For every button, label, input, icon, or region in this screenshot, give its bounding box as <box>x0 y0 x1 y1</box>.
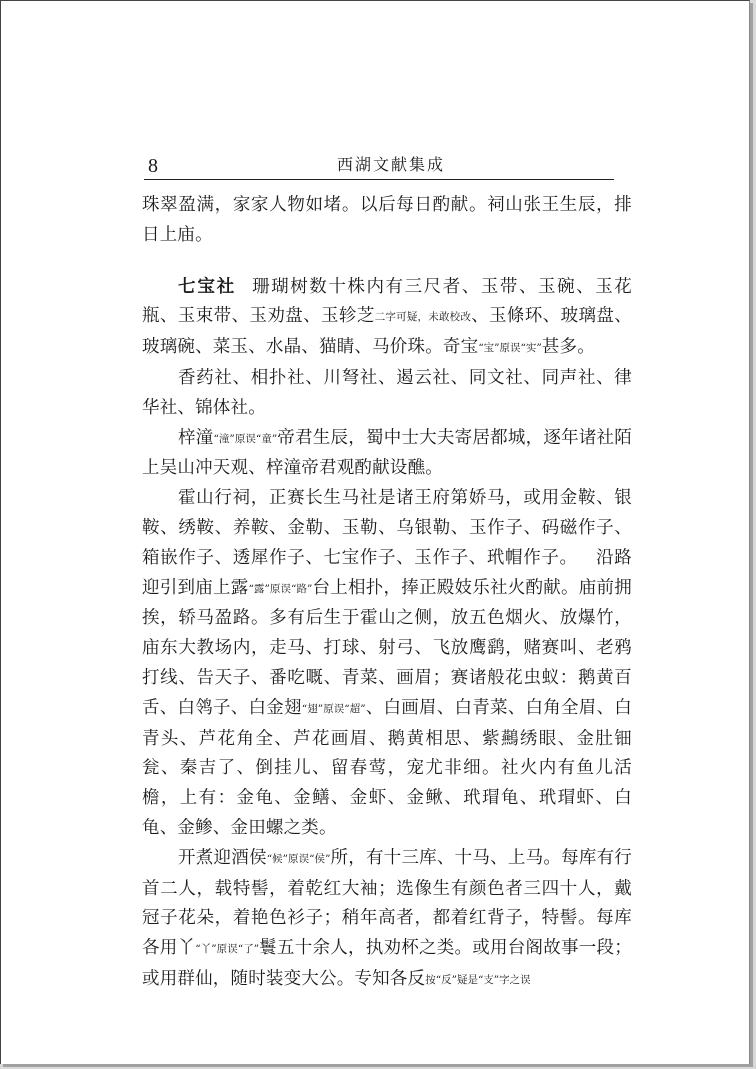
paragraph-text: 霍山行祠，正赛长生马社是诸王府第娇马，或用金鞍、银鞍、绣鞍、养鞍、金勒、玉勒、乌银勒、玉作子、码磁作子、箱嵌作子、透犀作子、七宝作子、玉作子、玳帽作子。 <box>142 488 632 568</box>
paragraph-text: 帝君生辰，蜀中士大夫寄居都城，逐年诸社陌上吴山冲天观、梓潼帝君观酌献设醮。 <box>142 427 632 479</box>
paragraph-society-list <box>142 364 632 424</box>
paragraph-text: 甚多。 <box>541 337 595 358</box>
running-head-title: 西湖文献集成 <box>337 155 446 174</box>
entry-title-qibao-she: 七宝社 <box>178 276 237 297</box>
paragraph-text: 鬟五十余人，执劝杯之类。或用台阁故事一段；或用群仙，随时装变大公。专知各反 <box>142 938 632 989</box>
editorial-note: “露”原误“路” <box>248 582 313 595</box>
paragraph-text: 、玉條环、玻璃盘、玻璃碗、菜玉、水晶、猫睛、马价珠。奇宝 <box>142 306 632 358</box>
paragraph-text: 梓潼 <box>178 427 214 448</box>
body-text <box>142 191 632 996</box>
header-rule <box>144 179 614 180</box>
editorial-note: “宝”原误“实” <box>478 342 542 355</box>
paragraph-kaizhu <box>142 844 632 996</box>
paragraph-text: 开煮迎酒侯 <box>178 847 267 868</box>
paragraph-qibao-she <box>142 273 632 364</box>
paragraph-1 <box>142 191 632 251</box>
editorial-note: 按“反”疑是“支”字之误 <box>425 973 531 986</box>
paragraph-text: 所，有十三库、十马、上马。每库有行首二人，载特髻，着乾红大袖；选像生有颜色者三四十人，戴冠子花朵，着艳色衫子；稍年高者，都着红背子，特髻。每库各用丫 <box>142 847 633 959</box>
paragraph-text: 香药社、相扑社、川弩社、遏云社、同文社、同声社、律华社、锦体社。 <box>142 367 632 418</box>
paragraph-text: 、白画眉、白青菜、白角全眉、白青头、芦花角全、芦花画眉、鹅黄相思、紫䴏绣眼、金肚钿瓮、秦吉了、倒挂儿、留春莺，宠尤非细。社火内有鱼儿活檐，上有：金龟、金鳝、金虾、金鳅、玳瑁龟、玳瑁虾、白龟、金鲹、金田螺之类。 <box>142 697 632 838</box>
paragraph-text: 沿路迎引到庙上露 <box>142 547 632 598</box>
editorial-note: “翅”原误“超” <box>301 702 366 715</box>
paragraph-text: 台上相扑，捧正殿妓乐社火酌献。庙前拥挨，轿马盈路。多有后生于霍山之侧，放五色烟火、放爆竹，庙东大教场内，走马、打球、射弓、飞放鹰鹞，赌赛叫、老鸦打线、告天子、番吃嘅、青菜、画眉；赛诸般花虫蚁：鹅黄百舌、白鸰子、白金翅 <box>142 577 632 718</box>
paragraph-text: 珊瑚树数十株内有三尺者、玉带、玉碗、玉花瓶、玉束带、玉劝盘、玉轸芝 <box>142 276 633 327</box>
editorial-note: “潼”原误“童” <box>213 432 278 445</box>
editorial-note: “候”原误“侯” <box>266 852 331 865</box>
paragraph-1-text: 珠翠盈满，家家人物如堵。以后每日酌献。祠山张王生辰，排日上庙。 <box>142 195 632 245</box>
paragraph-huoshan <box>142 484 632 844</box>
editorial-note: “丫”原误“了” <box>195 943 260 956</box>
editorial-note: 二字可疑，未敢校改 <box>374 311 472 324</box>
page-number: 8 <box>148 155 159 177</box>
paragraph-zitong <box>142 424 632 485</box>
